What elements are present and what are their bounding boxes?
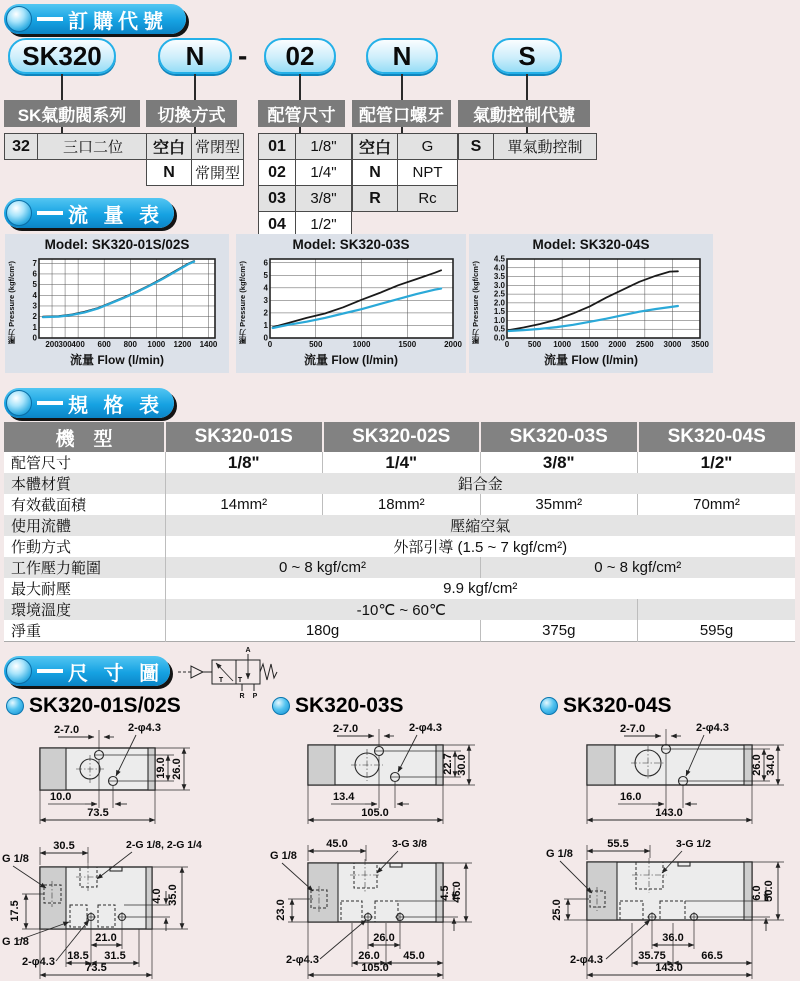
flow-chart-panel-01s-02s — [5, 234, 229, 373]
dim-label: 143.0 — [655, 807, 683, 819]
svg-text:2500: 2500 — [635, 340, 654, 349]
spec-row — [4, 578, 795, 599]
dim-label: 2-7.0 — [620, 723, 646, 735]
code-separator: - — [238, 40, 248, 71]
drawing-title-01s-02s — [6, 694, 181, 718]
code-cell: R — [353, 186, 398, 212]
dash-decoration — [37, 401, 63, 405]
dim-label: 2-φ4.3 — [286, 954, 319, 966]
dash-decoration — [37, 211, 63, 215]
valve-body-top-view — [587, 745, 752, 786]
svg-text:3500: 3500 — [691, 340, 709, 349]
code-table-pipe-size — [258, 133, 352, 238]
svg-text:1: 1 — [263, 320, 268, 330]
spec-header-03s: SK320-03S — [480, 422, 638, 452]
spec-header-row — [4, 422, 795, 452]
dim-label: 26.0 — [373, 932, 395, 944]
svg-text:200: 200 — [45, 340, 59, 349]
table-row — [5, 134, 149, 160]
dim-label: 2-G 1/8, 2-G 1/4 — [126, 839, 202, 851]
spec-row — [4, 473, 795, 494]
spec-cell: 375g — [480, 620, 638, 642]
dim-label: 13.4 — [333, 791, 355, 803]
value-cell: G — [398, 134, 458, 160]
dim-label: 50.0 — [763, 880, 775, 902]
code-bubble-thread: N — [366, 38, 438, 74]
svg-text:5: 5 — [263, 270, 268, 280]
svg-text:6: 6 — [32, 269, 37, 279]
flow-chart-panel-03s — [236, 234, 466, 373]
svg-text:1500: 1500 — [398, 340, 417, 349]
spec-row-label: 淨重 — [4, 620, 165, 642]
spec-cell: 1/4" — [323, 452, 481, 473]
svg-text:3.5: 3.5 — [493, 272, 505, 282]
spec-cell: 鋁合金 — [165, 473, 795, 494]
table-row — [259, 186, 352, 212]
dim-label: 35.75 — [638, 950, 666, 962]
spec-cell: 0 ~ 8 kgf/cm² — [480, 557, 795, 578]
svg-text:2000: 2000 — [444, 340, 462, 349]
drawing-title-03s — [272, 694, 404, 718]
chart-title: Model: SK320-04S — [532, 237, 650, 252]
spec-cell: 3/8" — [480, 452, 638, 473]
code-cell: 03 — [259, 186, 296, 212]
dim-label: 2-7.0 — [333, 723, 359, 735]
svg-text:3: 3 — [32, 301, 37, 311]
dash-decoration — [37, 669, 63, 673]
spec-row-label: 配管尺寸 — [4, 452, 165, 473]
svg-text:3: 3 — [263, 295, 268, 305]
dim-label: G 1/8 — [270, 850, 297, 862]
dim-label: G 1/8 — [546, 848, 573, 860]
value-cell: 1/4" — [296, 160, 352, 186]
port-label-t: T — [237, 677, 243, 684]
x-axis-label: 流量 Flow (l/min) — [544, 353, 638, 367]
dim-label: 45.0 — [326, 838, 348, 850]
svg-text:1: 1 — [32, 322, 37, 332]
svg-text:600: 600 — [97, 340, 111, 349]
group-header-thread: 配管口螺牙 — [352, 100, 451, 127]
spec-row-label: 環境溫度 — [4, 599, 165, 620]
connector-line — [299, 74, 301, 100]
drawing-model-name: SK320-03S — [295, 694, 404, 717]
svg-text:1000: 1000 — [352, 340, 371, 349]
table-row — [259, 160, 352, 186]
spec-cell: 1/2" — [638, 452, 796, 473]
group-header-control: 氣動控制代號 — [458, 100, 590, 127]
code-cell: 32 — [5, 134, 38, 160]
svg-text:2.0: 2.0 — [493, 298, 505, 308]
code-cell: N — [353, 160, 398, 186]
dim-label: 19.0 — [155, 757, 167, 779]
value-cell: 常閉型 — [192, 134, 244, 160]
dim-label: 18.5 — [67, 950, 89, 962]
dim-label: 2-φ4.3 — [696, 722, 729, 734]
dimension-drawing-01s-side — [0, 833, 262, 981]
spec-cell: 壓縮空氣 — [165, 515, 795, 536]
spec-cell: 9.9 kgf/cm² — [165, 578, 795, 599]
value-cell: 常開型 — [192, 160, 244, 186]
dimension-drawing-04s-side — [528, 833, 798, 981]
dim-label: 66.5 — [701, 950, 723, 962]
dim-label: G 1/8 — [2, 853, 29, 865]
dim-label: 26.0 — [171, 758, 183, 780]
valve-body-side-view — [308, 859, 443, 922]
svg-text:300: 300 — [58, 340, 72, 349]
code-bubble-series: SK320 — [8, 38, 116, 74]
sphere-bullet-icon — [6, 658, 32, 684]
svg-text:400: 400 — [71, 340, 85, 349]
svg-text:4: 4 — [263, 283, 268, 293]
value-cell: 1/2" — [296, 212, 352, 238]
connector-line — [401, 74, 403, 100]
circle-bullet-icon — [540, 697, 558, 715]
code-cell: 04 — [259, 212, 296, 238]
svg-text:0.0: 0.0 — [493, 333, 505, 343]
code-table-series — [4, 133, 149, 160]
flow-chart — [250, 254, 462, 351]
dash-decoration — [37, 17, 63, 21]
spec-row — [4, 494, 795, 515]
spec-header-02s: SK320-02S — [323, 422, 481, 452]
dimension-drawing-01s-top — [10, 718, 260, 830]
dim-label: G 1/8 — [2, 936, 29, 948]
port-label-r: R — [239, 693, 245, 700]
svg-text:7: 7 — [32, 258, 37, 268]
svg-text:4: 4 — [32, 290, 37, 300]
dimension-drawing-03s-side — [270, 833, 536, 981]
svg-text:4.5: 4.5 — [493, 254, 505, 264]
section-title: 流 量 表 — [68, 204, 165, 227]
spec-cell: 0 ~ 8 kgf/cm² — [165, 557, 480, 578]
section-title: 訂購代號 — [68, 10, 168, 33]
spec-table — [4, 422, 795, 642]
dim-label: 36.0 — [662, 932, 684, 944]
flow-chart — [19, 254, 224, 351]
spec-cell: 14mm² — [165, 494, 323, 515]
svg-text:0.5: 0.5 — [493, 324, 505, 334]
dim-label: 6.0 — [751, 885, 763, 901]
dim-label: 31.5 — [104, 950, 126, 962]
spec-header-01s: SK320-01S — [165, 422, 323, 452]
spec-cell: 外部引導 (1.5 ~ 7 kgf/cm²) — [165, 536, 795, 557]
spec-cell: -10℃ ~ 60℃ — [165, 599, 638, 620]
valve-body-top-view — [40, 748, 155, 790]
svg-text:0: 0 — [32, 333, 37, 343]
dim-label: 143.0 — [655, 962, 683, 974]
drawing-title-04s — [540, 694, 672, 718]
section-header-flow — [4, 198, 174, 228]
group-header-pipe-size: 配管尺寸 — [258, 100, 345, 127]
spec-cell: 18mm² — [323, 494, 481, 515]
spec-cell: 180g — [165, 620, 480, 642]
sphere-bullet-icon — [6, 6, 32, 32]
svg-text:500: 500 — [527, 340, 542, 349]
y-axis-label: 壓力 Pressure (kgf/cm²) — [238, 261, 247, 344]
spec-row-label: 本體材質 — [4, 473, 165, 494]
spec-cell: 1/8" — [165, 452, 323, 473]
table-row — [147, 160, 244, 186]
code-cell: N — [147, 160, 192, 186]
svg-text:1000: 1000 — [553, 340, 572, 349]
dimension-drawing-03s-top — [275, 718, 525, 830]
svg-text:2: 2 — [32, 312, 37, 322]
svg-text:0: 0 — [263, 333, 268, 343]
sphere-bullet-icon — [6, 390, 32, 416]
svg-text:6: 6 — [263, 258, 268, 268]
value-cell: 單氣動控制 — [494, 134, 597, 160]
dim-label: 45.0 — [403, 950, 425, 962]
dim-label: 35.0 — [167, 884, 179, 906]
dim-label: 3-G 3/8 — [392, 838, 428, 850]
flow-chart — [483, 254, 709, 351]
value-cell: Rc — [398, 186, 458, 212]
spec-row — [4, 536, 795, 557]
spec-row-label: 作動方式 — [4, 536, 165, 557]
x-axis-label: 流量 Flow (l/min) — [304, 353, 398, 367]
dim-label: 10.0 — [50, 791, 72, 803]
chart-title: Model: SK320-01S/02S — [44, 237, 190, 252]
svg-text:1200: 1200 — [173, 340, 192, 349]
dim-label: 4.0 — [151, 888, 163, 904]
spec-header-04s: SK320-04S — [638, 422, 796, 452]
drawing-model-name: SK320-01S/02S — [29, 694, 181, 717]
dim-label: 2-7.0 — [54, 724, 80, 736]
dim-label: 105.0 — [361, 962, 389, 974]
spec-row-label: 工作壓力範圍 — [4, 557, 165, 578]
dim-label: 55.5 — [607, 838, 629, 850]
code-cell: 空白 — [147, 134, 192, 160]
dim-label: 26.0 — [358, 950, 380, 962]
group-header-series: SK氣動閥系列 — [4, 100, 140, 127]
dim-label: 22.7 — [442, 753, 454, 775]
svg-text:800: 800 — [123, 340, 137, 349]
code-bubble-control: S — [492, 38, 562, 74]
code-bubble-pipe-size: 02 — [264, 38, 336, 74]
group-header-switch: 切換方式 — [146, 100, 237, 127]
section-title: 尺 寸 圖 — [68, 662, 165, 685]
port-label-p: P — [252, 693, 258, 700]
code-table-switch — [146, 133, 244, 186]
svg-text:3.0: 3.0 — [493, 280, 505, 290]
spec-row-label: 最大耐壓 — [4, 578, 165, 599]
spec-row — [4, 599, 795, 620]
port-label-a: A — [245, 647, 251, 654]
dim-label: 105.0 — [361, 807, 389, 819]
svg-text:4.0: 4.0 — [493, 263, 505, 273]
svg-text:0: 0 — [504, 340, 510, 349]
value-cell: 1/8" — [296, 134, 352, 160]
dim-label: 2-φ4.3 — [570, 954, 603, 966]
connector-line — [61, 74, 63, 100]
svg-text:1.0: 1.0 — [493, 315, 505, 325]
value-cell: NPT — [398, 160, 458, 186]
svg-text:2: 2 — [263, 308, 268, 318]
dim-label: 2-φ4.3 — [22, 956, 55, 968]
dim-label: 73.5 — [85, 962, 107, 974]
code-cell: 空白 — [353, 134, 398, 160]
table-row — [353, 134, 458, 160]
value-cell: 三口二位 — [38, 134, 149, 160]
spec-row — [4, 620, 795, 642]
svg-text:1.5: 1.5 — [493, 307, 505, 317]
spec-cell: 70mm² — [638, 494, 796, 515]
table-row — [459, 134, 597, 160]
spec-cell: 595g — [638, 620, 796, 642]
svg-text:0: 0 — [267, 340, 273, 349]
dimension-drawing-04s-top — [530, 718, 792, 830]
spec-row — [4, 557, 795, 578]
spec-cell — [638, 599, 796, 620]
dim-label: 21.0 — [95, 932, 117, 944]
circle-bullet-icon — [6, 697, 24, 715]
spec-row — [4, 515, 795, 536]
svg-text:1400: 1400 — [199, 340, 218, 349]
y-axis-label: 壓力 Pressure (kgf/cm²) — [7, 261, 16, 344]
code-cell: 02 — [259, 160, 296, 186]
sphere-bullet-icon — [6, 200, 32, 226]
table-row — [259, 134, 352, 160]
table-row — [353, 186, 458, 212]
connector-line — [194, 74, 196, 100]
dim-label: 23.0 — [275, 899, 287, 921]
flow-chart-panel-04s — [469, 234, 713, 373]
dim-label: 73.5 — [87, 807, 109, 819]
dim-label: 34.0 — [765, 754, 777, 776]
connector-line — [526, 74, 528, 100]
section-header-dims — [4, 656, 170, 686]
svg-text:2.5: 2.5 — [493, 289, 505, 299]
section-header-ordering — [4, 4, 186, 34]
dim-label: 3-G 1/2 — [676, 838, 712, 850]
dim-label: 26.0 — [751, 754, 763, 776]
dim-label: 17.5 — [9, 900, 21, 922]
section-header-spec — [4, 388, 174, 418]
dim-label: 30.0 — [456, 754, 468, 776]
spec-row — [4, 452, 795, 473]
code-bubble-switch: N — [158, 38, 232, 74]
svg-text:3000: 3000 — [663, 340, 682, 349]
circle-bullet-icon — [272, 697, 290, 715]
svg-text:1500: 1500 — [580, 340, 599, 349]
chart-title: Model: SK320-03S — [292, 237, 410, 252]
valve-body-side-view — [587, 858, 752, 922]
spec-cell: 35mm² — [480, 494, 638, 515]
dim-label: 30.5 — [53, 840, 75, 852]
dim-label: 4.5 — [439, 885, 451, 901]
valve-schematic-icon — [178, 646, 280, 700]
spec-header-model: 機 型 — [4, 422, 165, 452]
code-table-thread — [352, 133, 458, 212]
dim-label: 2-φ4.3 — [128, 722, 161, 734]
svg-text:5: 5 — [32, 280, 37, 290]
section-title: 規 格 表 — [68, 394, 165, 417]
svg-text:1000: 1000 — [147, 340, 166, 349]
spec-row-label: 使用流體 — [4, 515, 165, 536]
code-cell: S — [459, 134, 494, 160]
table-row — [353, 160, 458, 186]
dim-label: 2-φ4.3 — [409, 722, 442, 734]
code-table-control — [458, 133, 597, 160]
y-axis-label: 壓力 Pressure (kgf/cm²) — [471, 261, 480, 344]
svg-text:500: 500 — [309, 340, 323, 349]
dim-label: 25.0 — [551, 899, 563, 921]
drawing-model-name: SK320-04S — [563, 694, 672, 717]
pilot-triangle-icon — [191, 666, 203, 678]
x-axis-label: 流量 Flow (l/min) — [70, 353, 164, 367]
svg-text:2000: 2000 — [608, 340, 627, 349]
code-cell: 01 — [259, 134, 296, 160]
dim-label: 16.0 — [620, 791, 642, 803]
table-row — [147, 134, 244, 160]
port-label-t: T — [218, 677, 224, 684]
dim-label: 46.0 — [451, 881, 463, 903]
spec-row-label: 有效截面積 — [4, 494, 165, 515]
value-cell: 3/8" — [296, 186, 352, 212]
valve-body-side-view — [40, 863, 152, 929]
